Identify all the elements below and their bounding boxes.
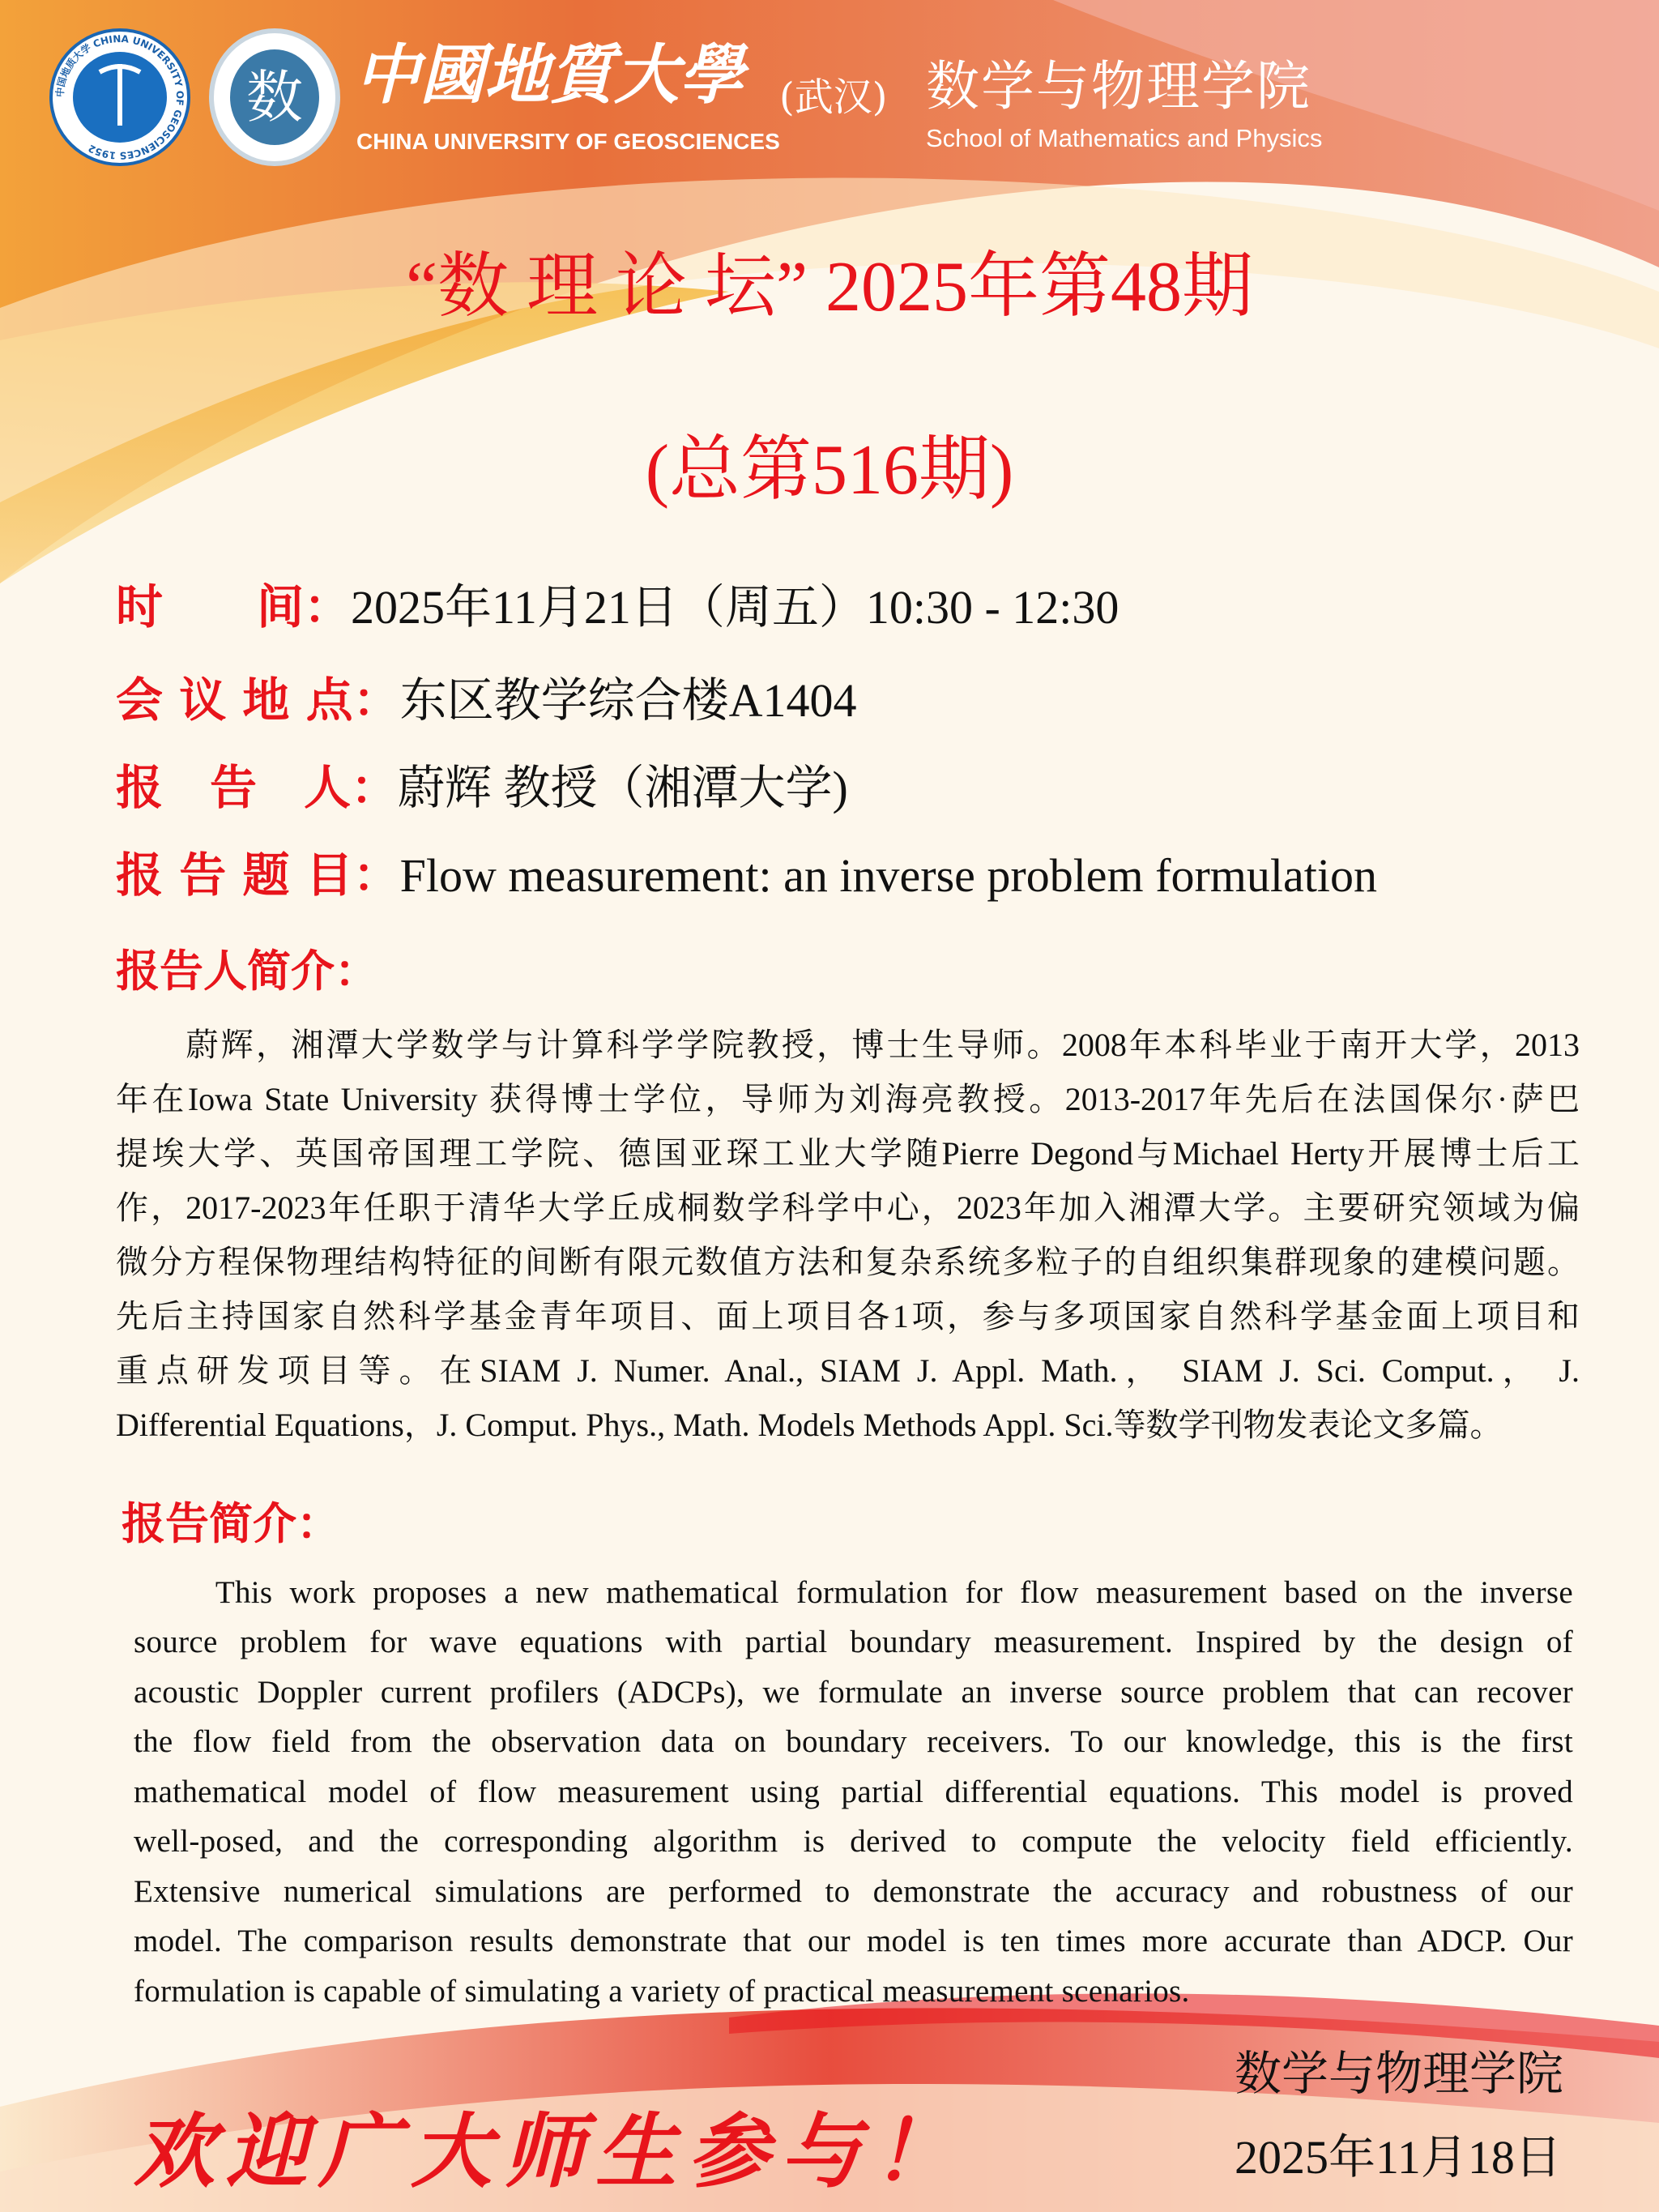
bio-line: 重点研发项目等。在SIAM J. Numer. Anal., SIAM J. Appl. Math.， SIAM J. Sci. Comput.， J. <box>116 1352 1580 1389</box>
school-logo-glyph: 数 <box>230 49 319 145</box>
school-name-en: School of Mathematics and Physics <box>926 124 1323 152</box>
time-value: 2025年11月21日（周五）10:30 - 12:30 <box>351 581 1120 634</box>
university-branch: (武汉) <box>779 75 888 120</box>
time-label: 时 间： <box>116 579 352 634</box>
forum-title: “数 理 论 坛” 2025年第48期 <box>405 248 1254 327</box>
abstract-line: model. The comparison results demonstrate that our model is ten times more accurate than ADCP. Our <box>134 1924 1573 1958</box>
university-name-cn: 中國地質大學 <box>355 36 744 113</box>
cug-logo <box>49 28 190 166</box>
notice-date: 2025年11月18日 <box>1235 2131 1562 2184</box>
abstract-line: well-posed, and the corresponding algorithm is derived to compute the velocity field efficiently. <box>134 1824 1573 1859</box>
info-location <box>116 672 856 729</box>
speaker-value: 蔚辉 教授（湘潭大学) <box>398 762 848 814</box>
location-value: 东区教学综合楼A1404 <box>399 674 857 727</box>
welcome-slogan: 欢迎广大师生参与！ <box>134 2103 965 2199</box>
school-logo <box>209 28 340 166</box>
topic-value: Flow measurement: an inverse problem formulation <box>399 849 1377 902</box>
bio-heading: 报告人简介： <box>116 946 378 997</box>
bio-line: 微分方程保物理结构特征的间断有限元数值方法和复杂系统多粒子的自组织集群现象的建模问题。 <box>116 1244 1580 1280</box>
topic-label: 报 告 题 目： <box>116 848 400 903</box>
cug-logo-ring-text: 中国地质大学 CHINA UNIVERSITY OF GEOSCIENCES 1952 <box>53 32 186 162</box>
forum-total-issue: (总第516期) <box>645 431 1014 510</box>
abstract-line: the flow field from the observation data on boundary receivers. To our knowledge, this is the first <box>134 1724 1573 1759</box>
bio-line: 作，2017-2023年任职于清华大学丘成桐数学科学中心，2023年加入湘潭大学。主要研究领域为偏 <box>116 1189 1580 1226</box>
bio-line: Differential Equations，J. Comput. Phys., Math. Models Methods Appl. Sci.等数学刊物发表论文多篇。 <box>116 1407 1503 1443</box>
abstract-line: acoustic Doppler current profilers (ADCPs), we formulate an inverse source problem that can recover <box>134 1675 1573 1710</box>
abstract-line: formulation is capable of simulating a variety of practical measurement scenarios. <box>134 1974 1190 2009</box>
location-label: 会 议 地 点： <box>116 673 400 728</box>
university-name-en: CHINA UNIVERSITY OF GEOSCIENCES <box>356 129 780 154</box>
abstract-line: This work proposes a new mathematical formulation for flow measurement based on the inverse <box>134 1575 1573 1610</box>
abstract-line: mathematical model of flow measurement using partial differential equations. This model is proved <box>134 1774 1573 1809</box>
abstract-line: source problem for wave equations with partial boundary measurement. Inspired by the design of <box>134 1625 1573 1659</box>
bio-line: 先后主持国家自然科学基金青年项目、面上项目各1项，参与多项国家自然科学基金面上项目和 <box>116 1298 1580 1334</box>
cug-logo-ring <box>53 32 187 163</box>
info-speaker <box>116 759 848 817</box>
bio-line: 年在Iowa State University 获得博士学位，导师为刘海亮教授。2013-2017年先后在法国保尔·萨巴 <box>116 1081 1580 1117</box>
bio-line: 蔚辉，湘潭大学数学与计算科学学院教授，博士生导师。2008年本科毕业于南开大学，2013 <box>116 1027 1580 1063</box>
abstract-heading: 报告简介： <box>122 1498 340 1549</box>
abstract-line: Extensive numerical simulations are performed to demonstrate the accuracy and robustness of our <box>134 1874 1573 1909</box>
school-name-cn: 数学与物理学院 <box>926 55 1311 117</box>
info-time <box>116 579 1119 636</box>
speaker-label: 报 告 人： <box>116 760 399 815</box>
bio-line: 提埃大学、英国帝国理工学院、德国亚琛工业大学随Pierre Degond与Michael Herty开展博士后工 <box>116 1135 1580 1172</box>
organizer: 数学与物理学院 <box>1235 2046 1564 2101</box>
info-topic <box>116 847 1377 904</box>
